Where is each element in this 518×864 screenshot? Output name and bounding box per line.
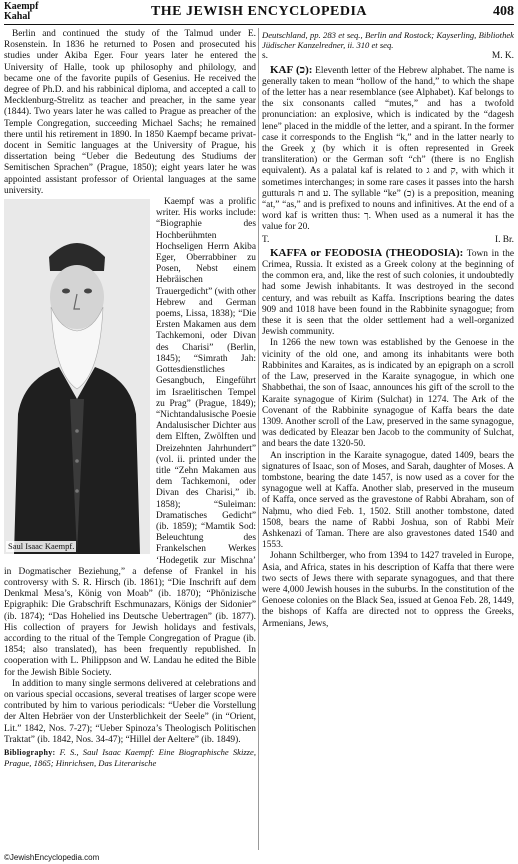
paragraph: In 1266 the new town was established by the Genoese in the vicinity of the old one, and among its inhabitants were both Rabbinites and Karaites, as is indicated by an epigraph on a scroll of the Law, preserved in the Karaite synagogue, in which one Shabbethai, the son of Isaac, announces his gift of the scroll to the Karaite synagogue of Kirim (Sulchat) in 1274. The Ark of the Covenant of the Rabbinite synagogue of Kaffa bears the date 1309. Another scroll of the Law, preserved in the same synagogue, was dedicated by Eleazar ben Jacob to the community of Sulchat, and bears the date 1320-50. [262, 338, 514, 450]
paragraph: Johann Schiltberger, who from 1394 to 1427 traveled in Europe, Asia, and Africa, states in his description of Kaffa that there were two sects of Jews there with separate synagogues, and that there were 4,000 Jewish houses in the suburbs. In the constitution of the Genoese colonies on the Black Sea, issued at Genoa Feb. 28, 1449, the bishops of Kaffa are directed not to oppress the Greeks, Armenians, Jews, [262, 551, 514, 629]
header-rule [4, 24, 514, 25]
entry-heading: KAFFA or FEODOSIA (THEODOSIA): [270, 246, 464, 259]
page-header [4, 2, 514, 24]
entry-kaf [262, 65, 514, 234]
paragraph: Berlin and continued the study of the Talmud under E. Rosenstein. In 1836 he returned to Posen and prosecuted his studies under Akiba Eger. Four years later he entered the University of Halle, took up philosophy and philology, and became one of the favorite pupils of Gesenius. He received the degree of Ph.D. and his rabbinical diploma, and accepted a call to Mecklenburg-Strelitz as teacher and preacher, in the same year (1844). Two years later he was called to Prague as preacher of the Temple Congregation, succeeding Michael Sachs; he remained there until his retirement in 1890. In 1850 Kaempf became privat-docent in Semitic languages at the University of Prague, his dissertation being “Ueber die Bedeutung des Studiums der Semitischen Sprachen” (Prague, 1850); eight years later he was appointed assistant professor of Oriental languages at the same university. [4, 29, 256, 196]
paragraph: In addition to many single sermons delivered at celebrations and on various special occasions, several treatises of larger scope were contributed by him to various periodicals: “Ueber die Vorstellung der Alten Hebräer von der Unsterblichkeit der Seele” (in “Orient, Lit.” 1842, Nos. 7-27); “Ueber Spinoza’s Theologisch Politischen Traktat” (ib. 1842, Nos. 34-47); “Hillel der Aeltere” (ib. 1849). [4, 678, 256, 745]
bibliography [4, 747, 256, 768]
right-column [262, 29, 514, 850]
bibliography-label: Bibliography: [4, 748, 56, 757]
signature-author: I. Br. [494, 234, 514, 245]
bibliography-continued: Deutschland, pp. 283 et seq., Berlin and Rostock; Kayserling, Bibliothek Jüdischer Kanzelredner, ii. 310 et seq. [262, 30, 514, 51]
signature-line [262, 235, 514, 246]
paragraph: Kaempf was a prolific writer. His works include: “Biographie des Hochberühmten Hochseligen Herrn Akiba Eger, Oberrabbiner zu Posen, Nebst einem Hebräischen Trauergedicht” (with other Hebrew and German poems, Lissa, 1838); “Die Ersten Makamen aus dem Tachkemoni, oder Divan des Charisi” (Berlin, 1845); “Simrath Jah: Gottesdienstliches Gesangbuch, Eingeführt im Israelitischen Tempel zu Prag” (Prague, 1849); “Nichtandalusische Poesie Andalusischer Dichter aus dem Elften, Zwölften und Dreizehnten Jahrhundert” (vol. ii. printed under the title “Zehn Makamen aus dem Tachkemoni, oder Divan des Charisi,” ib. 1858); “Suleiman: Dramatisches Gedicht” (ib. 1859); “Mamtik Sod: Beleuchtung des Frankelschen Werkes ‘Hodegetik zur Mischna’ in Dogmatischer Beziehung,” a defense of Frankel in his controversy with S. R. Hirsch (ib. 1861); “Die Inschrift auf dem Denkmal Mesa’s, König von Moab” (ib. 1870); “Phönizische Epigraphik: Die Grabschrift Eschmunazars, Königs der Sidonier” (ib. 1874); “Das Hohelied ins Deutsche Uebertragen” (ib. 1877). His collection of prayers for Jewish holidays and festivals, according to the ritual of the Temple Congregation of Prague (ib. 1854; also translated), has been frequently republished. In cooperation with L. Philippson and W. Landau he edited the Bible for the Jewish Bible Society. [4, 197, 256, 678]
entry-text: Town in the Crimea, Russia. It existed as a Greek colony at the beginning of the common era, and, like the rest of such colonies, it undoubtedly had some Jewish inhabitants. It was destroyed in the second century, and was rebuilt as Kaffa. Inscriptions bearing the dates 909 and 1018 have been found in the Rabbinite synagogue; from these it is seen that the older settlement had a well-organized Jewish community. [262, 248, 514, 338]
entry-text: Eleventh letter of the Hebrew alphabet. The name is generally taken to mean “hollow of the hand,” to which the shape of the letter has a near resemblance (see Alphabet). Kaf belongs to the six consonants called “mutes,” and has a twofold pronunciation: an explosive, which is indicated by the “dagesh lene” placed in the middle of the letter, and a spirant. In the former case it corresponds to the English “k,” and in the latter nearly to the Greek χ (by which it is often represented in Greek transliteration) or the German soft “ch” (there is no English equivalent). As a palatal kaf is related to ג and ק, with which it sometimes interchanges; in some rare cases it passes into the harsh gutturals ח and ע. The syllable “ke” (כ) is a preposition, meaning “at,” “as,” and is prefixed to nouns and infinitives. At the end of a word kaf is written thus: ך. When used as a numeral it has the value for 20. [262, 65, 514, 233]
signature-author: M. K. [491, 51, 514, 62]
portrait-image [4, 199, 150, 554]
page-number: 408 [493, 4, 514, 19]
bibliography-text: F. S., Saul Isaac Kaempf: Eine Biographische Skizze, Prague, 1865; Hinrichsen, Das Literarische [4, 747, 256, 769]
column-divider [258, 28, 259, 850]
copyright-footer: ©JewishEncyclopedia.com [4, 853, 100, 862]
portrait-figure [4, 199, 150, 554]
entry-heading: KAF (כ): [270, 63, 313, 76]
guide-words: Kaempf Kahal [4, 1, 39, 22]
signature-initial: s. [262, 51, 268, 62]
portrait-caption: Saul Isaac Kaempf. [8, 540, 75, 551]
paragraph: An inscription in the Karaite synagogue, dated 1409, bears the signatures of Isaac, son of Moses, and Sarah, daughter of Moses. A tombstone, bearing the date 1457, is now used as a cover for the synagogue well at Kaffa. Another slab, preserved in the museum of Kaffa, once served as the gravestone of Rabbi Abraham, son of Naḥmu, who died Feb. 1, 1502. Still another tombstone, dated 1508, bears the name of Rabbi Joshua, son of Rabbi Meïr Ashkenazi of Taman. There are also gravestones dated 1540 and 1553. [262, 450, 514, 551]
running-title: THE JEWISH ENCYCLOPEDIA [150, 4, 368, 19]
left-column [4, 29, 256, 850]
entry-kaffa [262, 248, 514, 339]
signature-line [262, 51, 514, 62]
signature-initial: T. [262, 234, 270, 245]
